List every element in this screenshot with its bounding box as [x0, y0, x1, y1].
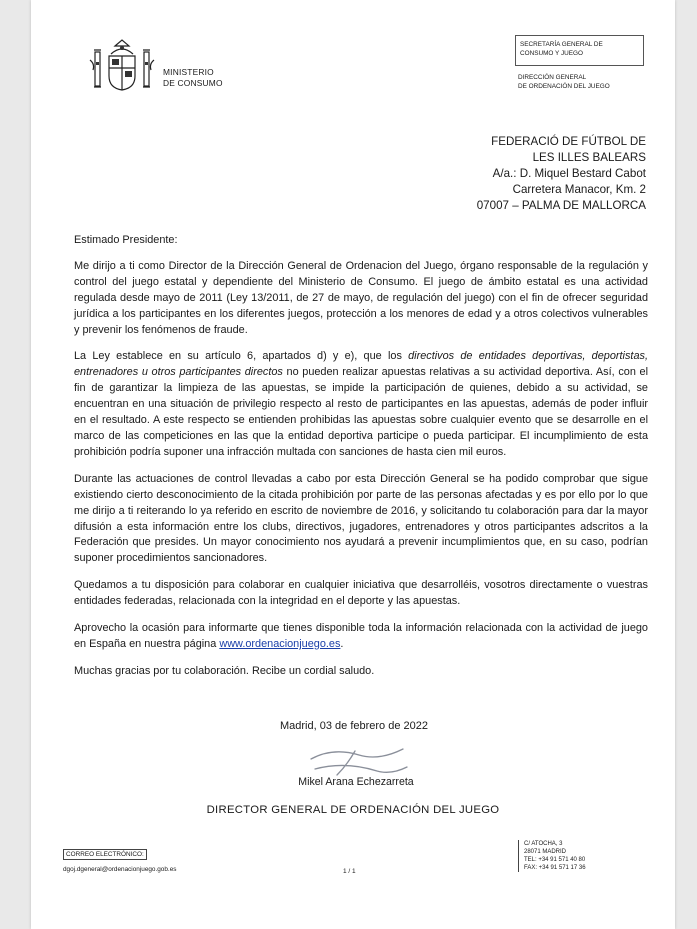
email-label: CORREO ELECTRÓNICO:	[63, 849, 147, 860]
letter-page	[31, 0, 675, 929]
footer-tel: TEL: +34 91 571 40 80	[524, 857, 586, 863]
letter-date: Madrid, 03 de febrero de 2022	[280, 720, 428, 732]
signer-name: Mikel Arana Echezarreta	[298, 776, 414, 788]
paragraph-4: Quedamos a tu disposición para colaborar en cualquier iniciativa que desarrolléis, vosotros directamente o vuestras entidades federadas, relacionada con la integridad en el deporte y las apuestas.	[74, 579, 648, 608]
secretaria-box	[515, 35, 644, 66]
ministry-line1: MINISTERIO	[163, 67, 214, 77]
closing: Muchas gracias por tu colaboración. Recibe un cordial saludo.	[74, 664, 375, 677]
direccion-general	[518, 74, 610, 91]
paragraph-5	[74, 621, 648, 653]
footer-address2: 28071 MADRID	[524, 849, 567, 855]
website-link[interactable]: www.ordenacionjuego.es	[219, 637, 341, 650]
secretaria-line2: CONSUMO Y JUEGO	[520, 49, 583, 57]
page-number: 1 / 1	[343, 868, 356, 875]
paragraph-2-start: La Ley establece en su artículo 6, apartados d) y e), que los	[74, 350, 409, 363]
paragraph-2-end: no pueden realizar apuestas relativas a su actividad deportiva. Así, con el fin de garantizar la limpieza de las apuestas, se impide la participación de quienes, debido a su actividad, se encuentran en una situación de privilegio respecto al resto de participantes en las apuestas, además de poder influir en el resultado. A este respecto se entienden prohibidas las apuestas sobre cualquier evento que se desarrolle en el marco de las competiciones en las que la entidad deportiva participe o pueda participar. El incumplimiento de esta prohibición podría suponer una infracción multada con sanciones de hasta cien mil euros.	[74, 366, 648, 458]
paragraph-3: Durante las actuaciones de control llevadas a cabo por esta Dirección General se ha podido comprobar que sigue existiendo cierto desconocimiento de la citada prohibición por parte de las personas afectadas y es por ello por lo que me dirijo a ti reiterando lo ya referido en escrito de noviembre de 2016, y solicitando tu colaboración para dar la mayor difusión a esta información entre los clubs, directivos, jugadores, entrenadores y otros participantes adscritos a la Federación que presides. Un mayor conocimiento nos ayudará a prevenir incumplimientos que, en su caso, podrían suponer procedimientos sancionadores.	[74, 472, 648, 565]
direccion-line2: DE ORDENACIÓN DEL JUEGO	[518, 82, 610, 90]
paragraph-1: Me dirijo a ti como Director de la Dirección General de Ordenacion del Juego, órgano responsable de la regulación y control del juego estatal y dependiente del Ministerio de Consumo. El juego de ámbito estatal es una actividad regulada desde mayo de 2011 (Ley 13/2011, de 27 de mayo, de regulación del juego) con el fin de ofrecer seguridad jurídica a los participantes en los diferentes juegos, protección a los menores de edad y a otros colectivos vulnerables y prevenir los fenómenos de fraude.	[74, 259, 648, 336]
addressee-line3: A/a.: D. Miquel Bestard Cabot	[492, 167, 646, 180]
direccion-line1: DIRECCIÓN GENERAL	[518, 74, 587, 81]
ministry-line2: DE CONSUMO	[163, 78, 223, 88]
footer-email-block	[63, 849, 176, 874]
addressee-line5: 07007 – PALMA DE MALLORCA	[476, 199, 646, 212]
letter-body	[74, 233, 648, 691]
signer-title: DIRECTOR GENERAL DE ORDENACIÓN DEL JUEGO	[206, 804, 500, 816]
signer-name-row	[31, 776, 675, 788]
footer-address-block	[518, 840, 586, 872]
addressee-block	[326, 134, 646, 214]
addressee-line2: LES ILLES BALEARS	[532, 151, 646, 164]
paragraph-2-italic: directivos de entidades deportivas, deportistas, entrenadores u otros participantes directos	[74, 350, 648, 379]
email-address[interactable]: dgoj.dgeneral@ordenacionjuego.gob.es	[63, 866, 177, 873]
addressee-line4: Carretera Manacor, Km. 2	[512, 183, 646, 196]
secretaria-line1: SECRETARÍA GENERAL DE	[520, 41, 603, 48]
paragraph-2	[74, 349, 648, 460]
addressee-line1: FEDERACIÓ DE FÚTBOL DE	[491, 135, 646, 148]
handwritten-signature	[305, 741, 415, 781]
footer-fax: FAX: +34 91 571 17 36	[524, 865, 586, 871]
ministry-name	[163, 67, 223, 89]
paragraph-5-end: .	[340, 637, 344, 650]
coat-of-arms-emblem	[87, 38, 157, 94]
greeting: Estimado Presidente:	[74, 234, 178, 246]
footer-address1: C/ ATOCHA, 3	[524, 841, 563, 847]
paragraph-5-start: Aprovecho la ocasión para informarte que tienes disponible toda la información relacionada con la actividad de juego en España en nuestra página	[74, 622, 648, 650]
